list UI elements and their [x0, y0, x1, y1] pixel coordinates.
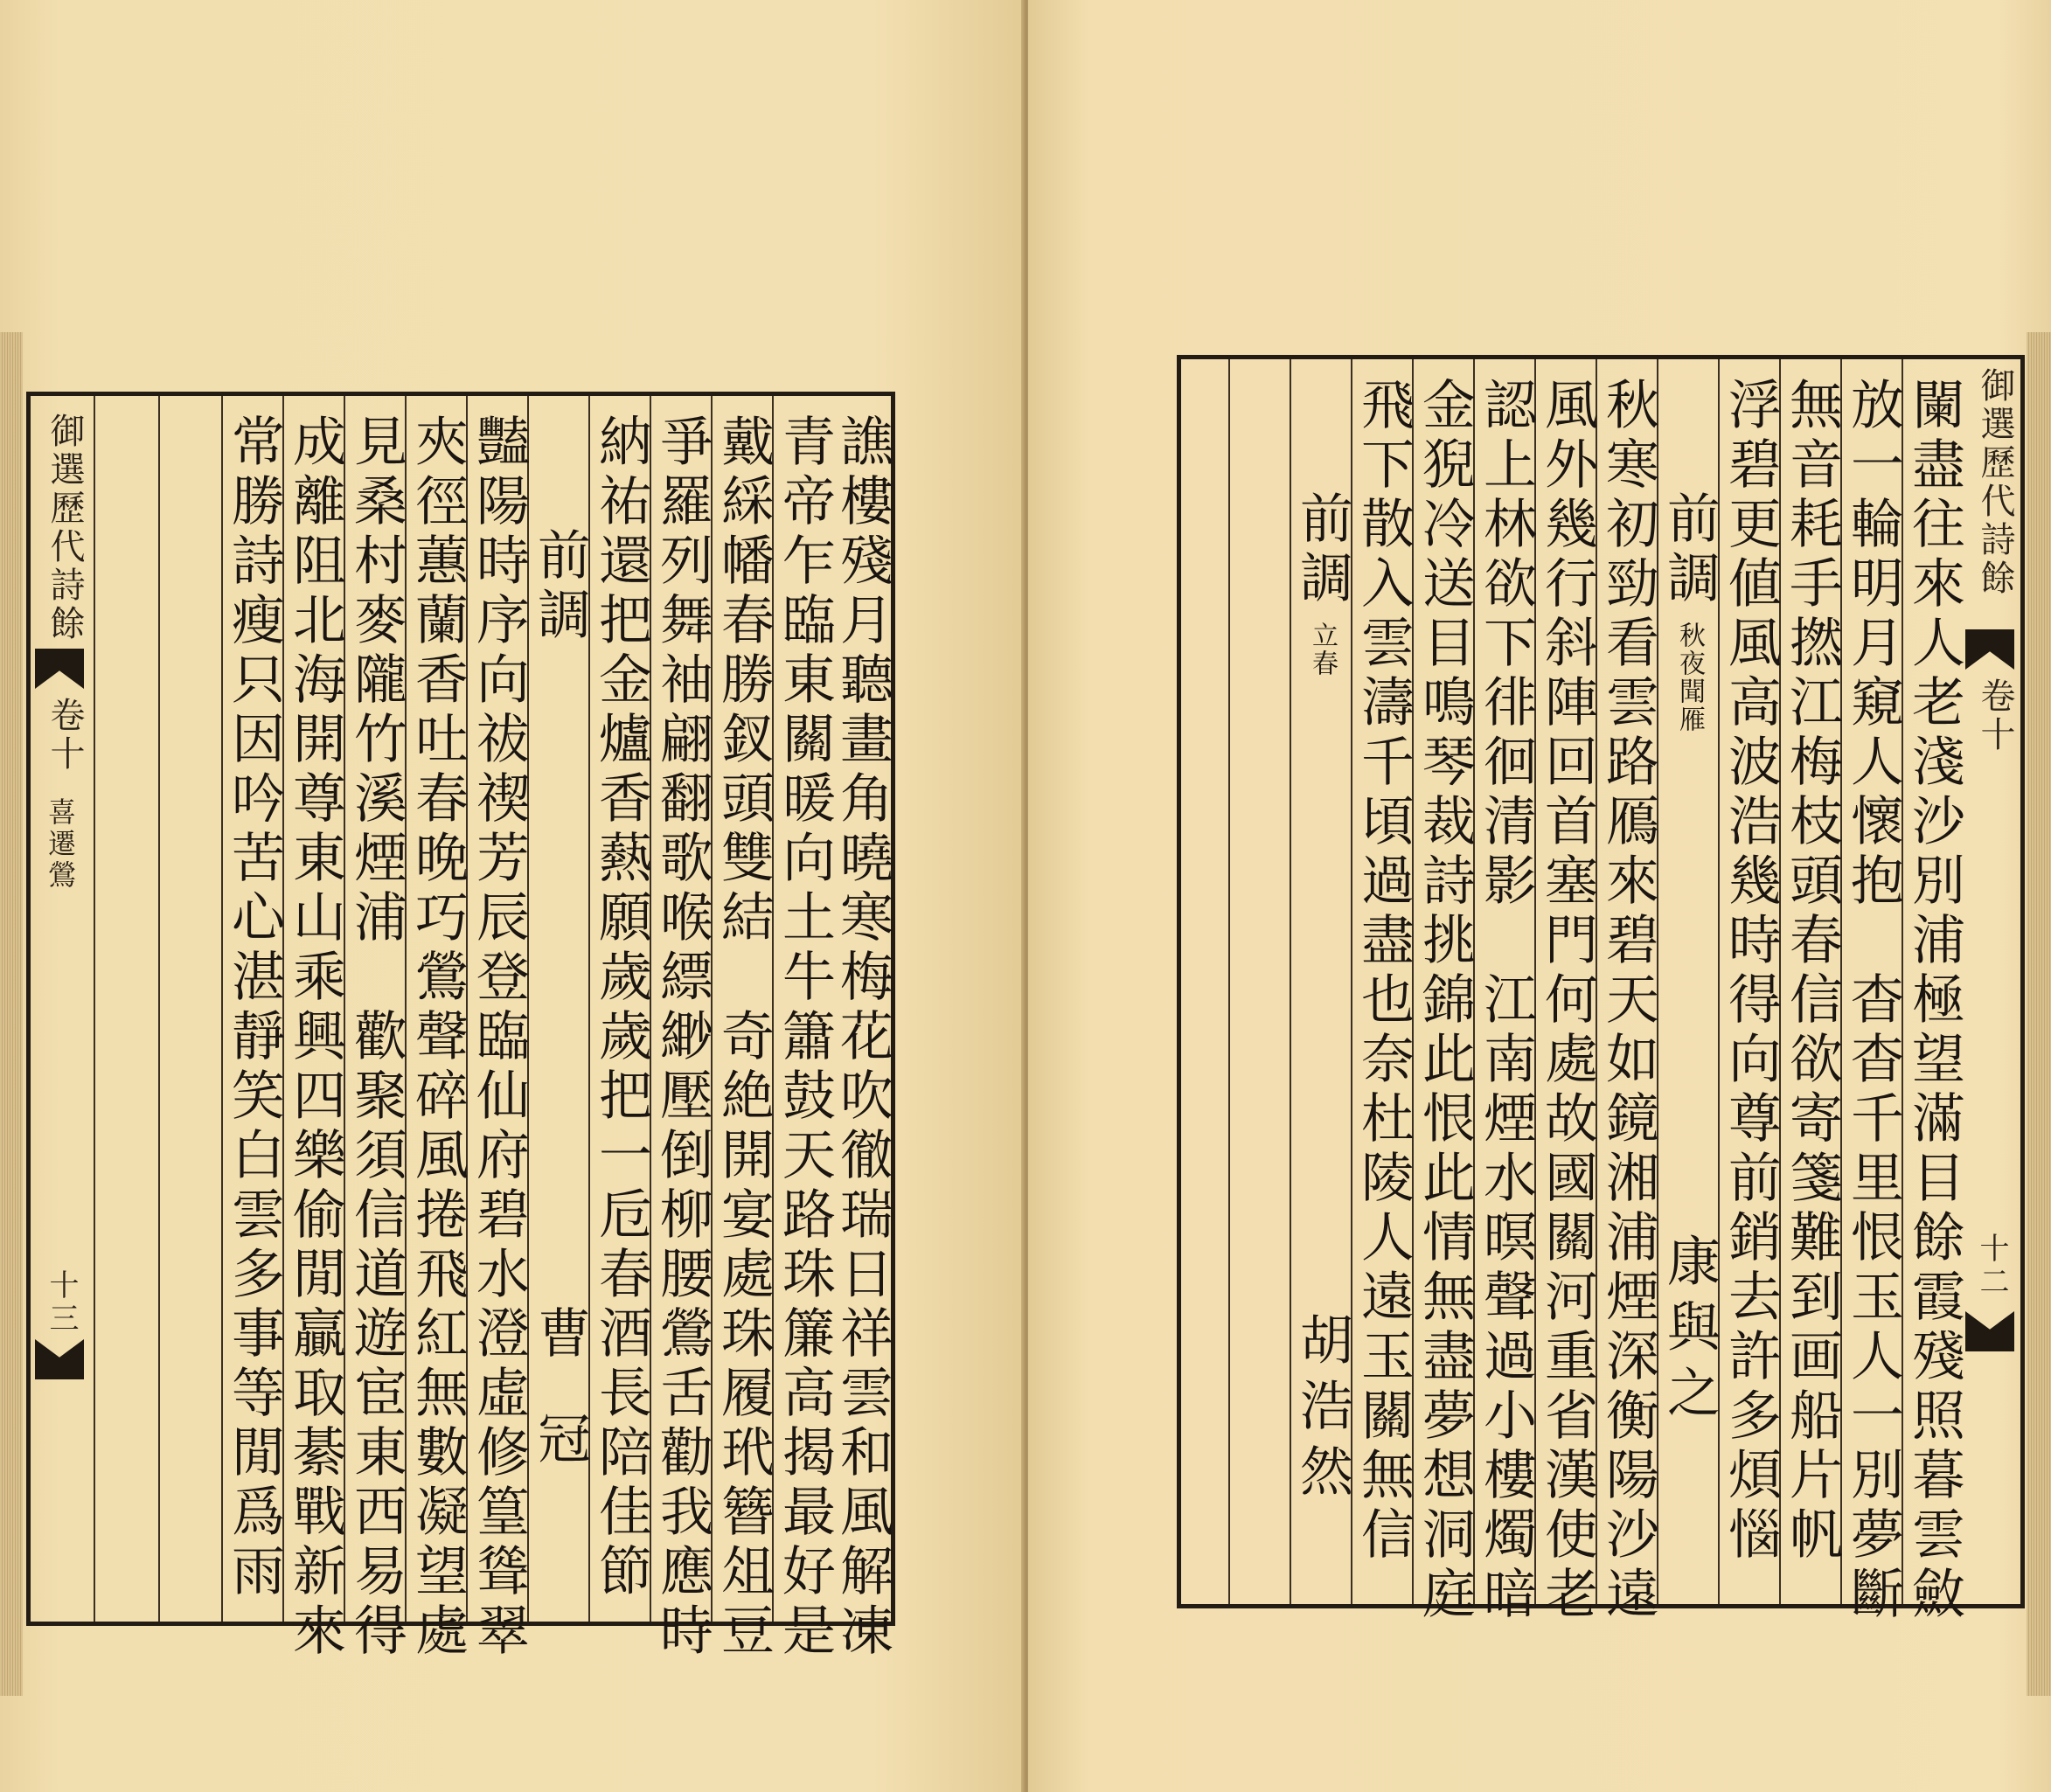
right-author-2: 胡浩然 — [1291, 1312, 1353, 1509]
left-column-9-text: 夾徑蕙蘭香吐春晚巧鶯聲碎風捲飛紅無數凝望處 — [407, 413, 469, 1662]
right-subtitle-2: 立春 — [1307, 622, 1338, 677]
left-page-banner — [28, 395, 91, 1619]
left-column-2 — [772, 396, 836, 1662]
left-banner-rule — [94, 396, 158, 1622]
left-column-5-text: 納祐還把金爐香爇願歲歲把一卮春酒長陪佳節 — [590, 413, 652, 1602]
right-author-1: 康與之 — [1658, 1233, 1721, 1430]
right-tune-heading-2: 前調 — [1291, 490, 1353, 609]
right-banner-volume: 卷十 — [1975, 677, 2015, 754]
right-column-heading-2 — [1290, 359, 1351, 1604]
left-column-12-text: 常勝詩瘦只因吟苦心湛靜笑白雲多事等閒爲雨 — [223, 413, 285, 1602]
left-column-1 — [831, 396, 893, 1662]
right-banner-page-number: 十二 — [1974, 1233, 2009, 1299]
left-banner-page-number: 十三 — [44, 1269, 79, 1336]
left-column-11 — [282, 396, 346, 1662]
left-banner-title: 御選歷代詩餘 — [45, 413, 85, 643]
right-column-2 — [1840, 359, 1904, 1625]
right-column-11 — [1412, 359, 1476, 1625]
right-column-9 — [1534, 359, 1598, 1625]
right-column-heading-1 — [1657, 359, 1721, 1604]
right-banner-title: 御選歷代詩餘 — [1975, 367, 2015, 598]
right-column-4-text: 浮碧更値風高波浩幾時得向尊前銷去許多煩惱 — [1720, 377, 1782, 1566]
right-column-8 — [1596, 359, 1659, 1625]
left-column-8 — [466, 396, 530, 1662]
left-author-name: 曹冠 — [529, 1305, 591, 1517]
right-column-3 — [1779, 359, 1843, 1604]
fish-tail-mark-top — [35, 649, 84, 689]
left-column-heading — [527, 396, 591, 1622]
left-column-1-text: 譙樓殘月聽畫角曉寒梅花吹徹瑞日祥雲和風解凍 — [831, 413, 893, 1662]
right-fish-tail-mark-bottom — [1965, 1311, 2014, 1351]
left-column-4-text: 爭羅列舞袖翩翻歌喉縹緲壓倒柳腰鶯舌勸我應時 — [651, 413, 713, 1662]
right-page-banner — [1958, 358, 2021, 1600]
left-column-9 — [405, 396, 469, 1662]
right-column-9-text: 風外幾行斜陣回首塞門何處故國關河重省漢使老 — [1536, 377, 1598, 1625]
right-column-11-text: 金猊冷送目鳴琴裁詩挑錦此恨此情無盡夢想洞庭 — [1414, 377, 1476, 1625]
left-column-3 — [711, 396, 775, 1662]
left-column-12 — [221, 396, 285, 1622]
right-column-12 — [1351, 359, 1415, 1604]
left-tune-heading: 前調 — [529, 527, 591, 646]
right-column-4 — [1718, 359, 1782, 1604]
right-text-frame — [1177, 355, 2025, 1625]
right-page-edges — [2027, 332, 2051, 1696]
right-column-1-text: 闌盡往來人老淺沙別浦極望滿目餘霞殘照暮雲斂 — [1903, 377, 1965, 1625]
left-column-10-text: 見桑村麥隴竹溪煙浦 歡聚須信道遊宦東西易得 — [345, 413, 407, 1662]
right-column-8-text: 秋寒初勁看雲路鴈來碧天如鏡湘浦煙深衡陽沙遠 — [1597, 377, 1659, 1625]
right-column-10-text: 認上林欲下徘徊清影 江南煙水暝聲過小樓燭暗 — [1475, 377, 1537, 1625]
left-column-2-text: 青帝乍臨東關暖向土牛簫鼓天路珠簾高揭最好是 — [774, 413, 836, 1662]
left-text-frame — [26, 392, 895, 1662]
left-column-3-text: 戴綵幡春勝釵頭雙結 奇絶開宴處珠履玳簪俎豆 — [713, 413, 775, 1662]
left-blank-column — [158, 396, 221, 1622]
right-tune-heading-1: 前調 — [1658, 490, 1721, 609]
left-banner-tune: 喜遷鶯 — [44, 797, 77, 892]
right-column-3-text: 無音耗手撚江梅枝頭春信欲寄箋難到画船片帆 — [1781, 377, 1843, 1566]
right-column-2-text: 放一輪明月窺人懷抱 杳杳千里恨玉人一別夢斷 — [1842, 377, 1904, 1625]
right-column-1 — [1902, 359, 1965, 1625]
left-page-edges — [0, 332, 23, 1696]
fish-tail-mark-bottom — [35, 1339, 84, 1379]
right-column-10 — [1473, 359, 1537, 1625]
left-column-8-text: 豔陽時序向祓禊芳辰登臨仙府碧水澄虛修篁聳翠 — [468, 413, 530, 1662]
right-column-12-text: 飛下散入雲濤千頃過盡也奈杜陵人遠玉關無信 — [1352, 377, 1415, 1566]
right-fish-tail-mark-top — [1965, 629, 2014, 670]
right-subtitle-1: 秋夜聞雁 — [1674, 622, 1705, 733]
left-column-5 — [588, 396, 650, 1622]
left-column-4 — [650, 396, 713, 1662]
right-blank-column — [1228, 359, 1290, 1604]
left-banner-volume: 卷十 — [45, 697, 85, 774]
left-column-11-text: 成離阻北海開尊東山乘興四樂偷閒贏取綦戰新來 — [284, 413, 346, 1662]
left-column-10 — [344, 396, 407, 1662]
